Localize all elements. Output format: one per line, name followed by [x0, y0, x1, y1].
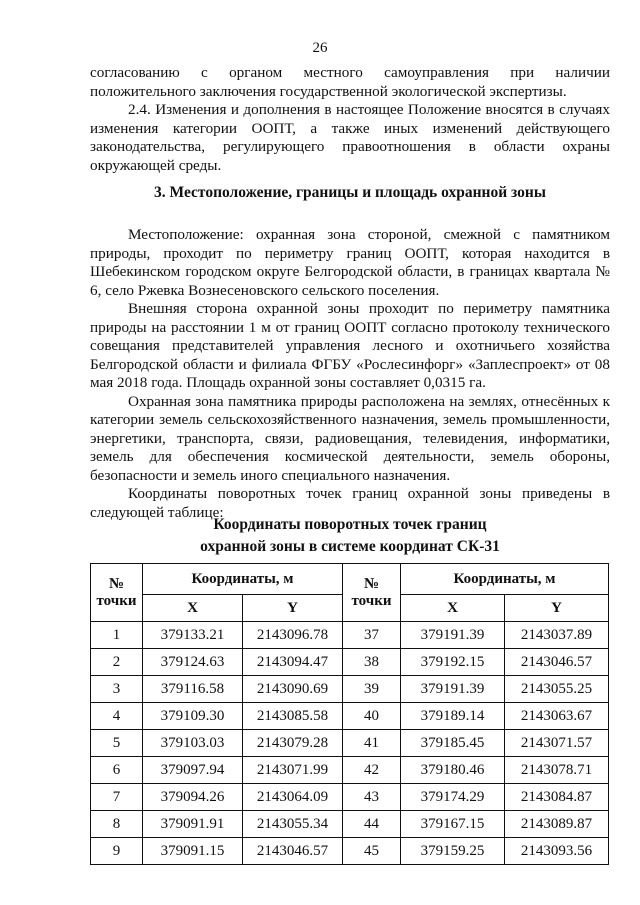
cell: 43: [343, 784, 401, 811]
table-caption: [90, 514, 610, 558]
paragraph: Местоположение: охранная зона стороной, смежной с памятником природы, проходит по периметру границ ООПТ, которая находится в Шебекинском городском округе Белгородской области, в границах квартала № 6, село Ржевка Вознесеновского сельского поселения.: [90, 226, 610, 299]
header-coordinates: Координаты, м: [143, 564, 343, 595]
header-point-number: № точки: [91, 564, 143, 622]
cell: 379103.03: [143, 730, 243, 757]
header-x: X: [401, 595, 505, 622]
cell: 5: [91, 730, 143, 757]
paragraph: согласованию с органом местного самоуправления при наличии положительного заключения государственной экологической экспертизы.: [90, 64, 610, 100]
cell: 2143093.56: [505, 838, 609, 865]
table-row: [91, 649, 609, 676]
cell: 379094.26: [143, 784, 243, 811]
cell: 45: [343, 838, 401, 865]
cell: 8: [91, 811, 143, 838]
table-row: [91, 811, 609, 838]
header-x: X: [143, 595, 243, 622]
section-title: 3. Местоположение, границы и площадь охранной зоны: [154, 184, 546, 201]
intro-text-block: [90, 64, 610, 175]
cell: 39: [343, 676, 401, 703]
table-row: [91, 703, 609, 730]
cell: 9: [91, 838, 143, 865]
cell: 2143071.57: [505, 730, 609, 757]
cell: 2143046.57: [505, 649, 609, 676]
header-point-number: № точки: [343, 564, 401, 622]
cell: 379091.15: [143, 838, 243, 865]
cell: 379091.91: [143, 811, 243, 838]
cell: 6: [91, 757, 143, 784]
cell: 3: [91, 676, 143, 703]
cell: 379185.45: [401, 730, 505, 757]
cell: 2143084.87: [505, 784, 609, 811]
cell: 37: [343, 622, 401, 649]
header-y: Y: [243, 595, 343, 622]
header-y: Y: [505, 595, 609, 622]
cell: 2143037.89: [505, 622, 609, 649]
cell: 379116.58: [143, 676, 243, 703]
header-coordinates: Координаты, м: [401, 564, 609, 595]
cell: 2143096.78: [243, 622, 343, 649]
paragraph: 2.4. Изменения и дополнения в настоящее Положение вносятся в случаях изменения категории ООПТ, а также иных изменений действующего законодательства, регулирующего правоотношения в области охраны окружающей среды.: [90, 101, 610, 174]
cell: 379159.25: [401, 838, 505, 865]
cell: 2143089.87: [505, 811, 609, 838]
cell: 42: [343, 757, 401, 784]
cell: 2143079.28: [243, 730, 343, 757]
cell: 2143064.09: [243, 784, 343, 811]
cell: 38: [343, 649, 401, 676]
paragraph: Охранная зона памятника природы расположена на землях, отнесённых к категории земель сельскохозяйственного назначения, земель промышленности, энергетики, транспорта, связи, радиовещания, телевидения, информатики, земель для обеспечения космической деятельности, земель обороны, безопасности и земель иного специального назначения.: [90, 392, 610, 484]
cell: 2143078.71: [505, 757, 609, 784]
cell: 379124.63: [143, 649, 243, 676]
cell: 2143055.25: [505, 676, 609, 703]
cell: 2143090.69: [243, 676, 343, 703]
table-row: [91, 676, 609, 703]
cell: 1: [91, 622, 143, 649]
cell: 2143094.47: [243, 649, 343, 676]
cell: 2143055.34: [243, 811, 343, 838]
cell: 379180.46: [401, 757, 505, 784]
cell: 41: [343, 730, 401, 757]
location-text-block: [90, 226, 610, 522]
cell: 2: [91, 649, 143, 676]
cell: 379167.15: [401, 811, 505, 838]
cell: 379133.21: [143, 622, 243, 649]
cell: 379097.94: [143, 757, 243, 784]
cell: 44: [343, 811, 401, 838]
table-row: [91, 622, 609, 649]
cell: 2143071.99: [243, 757, 343, 784]
cell: 379192.15: [401, 649, 505, 676]
table-caption-line: охранной зоны в системе координат СК-31: [200, 538, 500, 555]
cell: 379174.29: [401, 784, 505, 811]
table-caption-line: Координаты поворотных точек границ: [213, 516, 487, 533]
table-row: [91, 757, 609, 784]
cell: 2143063.67: [505, 703, 609, 730]
coordinates-table: [90, 563, 609, 865]
paragraph: Координаты поворотных точек границ охранной зоны приведены в следующей таблице:: [90, 485, 610, 521]
page-number: 26: [312, 40, 328, 56]
cell: 379109.30: [143, 703, 243, 730]
cell: 4: [91, 703, 143, 730]
table-row: [91, 838, 609, 865]
table-row: [91, 730, 609, 757]
cell: 40: [343, 703, 401, 730]
cell: 2143046.57: [243, 838, 343, 865]
cell: 379191.39: [401, 676, 505, 703]
paragraph: Внешняя сторона охранной зоны проходит по периметру памятника природы на расстоянии 1 м от границ ООПТ согласно протоколу технического совещания представителей управления лесного и охотничьего хозяйства Белгородской области и филиала ФГБУ «Рослесинфорг» «Заплеспроект» от 08 мая 2018 года. Площадь охранной зоны составляет 0,0315 га.: [90, 300, 610, 391]
cell: 379191.39: [401, 622, 505, 649]
table-row: [91, 784, 609, 811]
cell: 379189.14: [401, 703, 505, 730]
cell: 2143085.58: [243, 703, 343, 730]
cell: 7: [91, 784, 143, 811]
